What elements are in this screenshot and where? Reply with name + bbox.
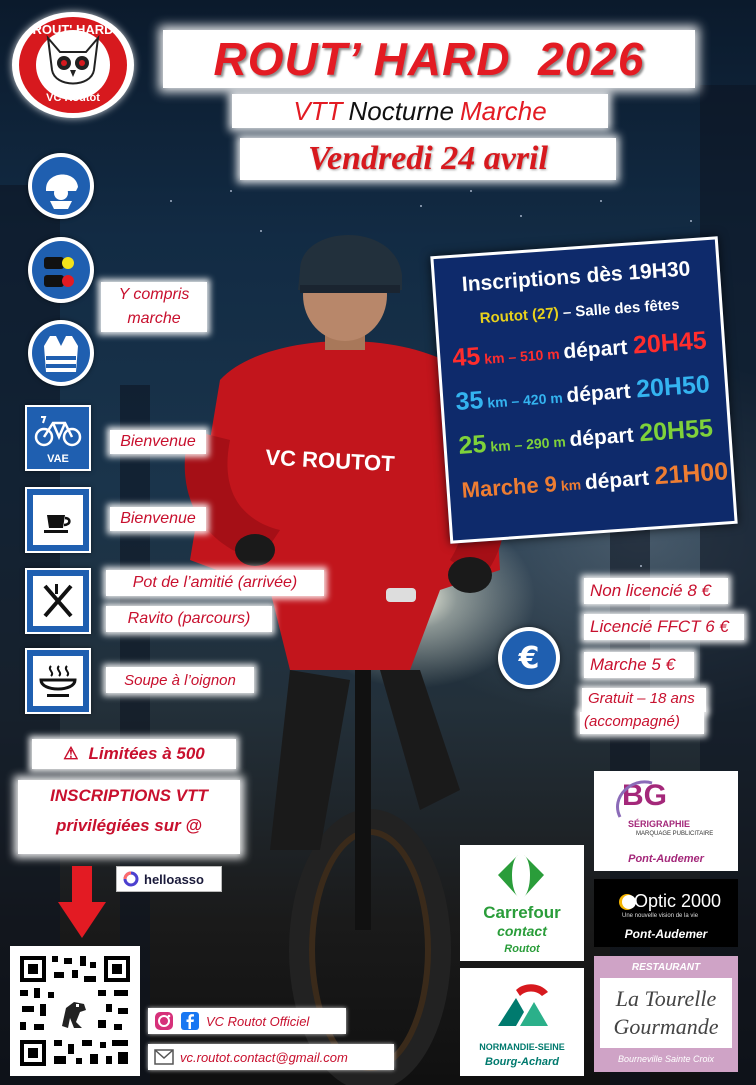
event-title-box — [163, 30, 695, 88]
tarif-non-licencie: Non licencié 8 € — [584, 578, 728, 604]
logo-bottom-text: VC Routot — [46, 92, 100, 104]
restaurant-label-1: Pot de l’amitié (arrivée) — [106, 570, 324, 596]
subtitle-marche: Marche — [459, 95, 547, 126]
ebike-icon — [25, 405, 91, 471]
sponsor-bg-serigraphie — [594, 771, 738, 871]
optic-tagline: Une nouvelle vision de la vie — [622, 913, 699, 919]
tarif-marche: Marche 5 € — [584, 652, 694, 678]
panel-title: Inscriptions dès 19H30 — [461, 257, 691, 297]
tourelle-city: Bourneville Sainte Croix — [617, 1054, 715, 1064]
optic-brand: Optic 2000 — [634, 891, 722, 911]
credit-agricole-logo-icon — [494, 978, 552, 1034]
event-date-box — [240, 138, 616, 180]
tarif-licencie: Licencié FFCT 6 € — [584, 614, 744, 640]
coffee-icon — [25, 487, 91, 553]
restaurant-label-2: Ravito (parcours) — [106, 606, 272, 632]
bg-mark: BG — [622, 779, 667, 812]
qr-code[interactable] — [10, 946, 140, 1076]
owl-icon — [36, 30, 110, 100]
facebook-icon — [180, 1011, 200, 1031]
facebook-link[interactable] — [148, 1008, 346, 1034]
bg-city: Pont-Audemer — [628, 853, 704, 865]
sponsor-carrefour — [460, 845, 584, 961]
carrefour-city: Routot — [504, 943, 540, 955]
registration-panel — [430, 236, 737, 543]
sponsor-la-tourelle — [594, 956, 738, 1072]
ca-city: Bourg-Achard — [485, 1056, 559, 1068]
inscriptions-line2: privilégiées sur @ — [55, 816, 203, 835]
event-date: Vendredi 24 avril — [308, 140, 548, 177]
event-title: ROUT’ HARD 2026 — [213, 33, 645, 85]
panel-town: Routot (27) — [479, 304, 560, 328]
vae-caption: VAE — [47, 453, 69, 465]
helmet-icon — [28, 153, 94, 219]
route-25: 25 km – 290 m départ 20H55 — [457, 414, 714, 460]
carrefour-logo-icon — [490, 853, 552, 899]
route-marche: Marche 9 km départ 21H00 — [460, 457, 730, 503]
subtitle-nocturne: Nocturne — [348, 95, 454, 126]
logo-top-text: ROUT' HARD — [32, 22, 114, 37]
carrefour-name: Carrefour — [483, 903, 561, 922]
sponsor-optic2000 — [594, 879, 738, 947]
tourelle-line2: Gourmande — [613, 1014, 719, 1039]
limit-text: Limitées à 500 — [88, 744, 205, 763]
instagram-icon — [154, 1011, 174, 1031]
down-arrow-icon — [58, 866, 106, 940]
safety-vest-icon — [28, 320, 94, 386]
ca-region: NORMANDIE-SEINE — [479, 1042, 565, 1052]
event-subtitle — [232, 94, 608, 128]
route-45: 45 km – 510 m départ 20H45 — [451, 326, 708, 373]
limit-box — [32, 739, 236, 769]
route-35: 35 km – 420 m départ 20H50 — [454, 370, 711, 416]
subtitle-vtt: VTT — [293, 95, 343, 126]
jersey-text: VC ROUTOT — [264, 444, 396, 477]
bg-line1: SÉRIGRAPHIE — [628, 819, 691, 829]
tarif-gratuit: Gratuit – 18 ans — [582, 688, 706, 712]
bg-line2: MARQUAGE PUBLICITAIRE — [636, 831, 714, 837]
tarif-accompagne: (accompagné) — [580, 712, 704, 734]
soup-icon — [25, 648, 91, 714]
coffee-label: Bienvenue — [110, 507, 206, 531]
email-label: vc.routot.contact@gmail.com — [180, 1049, 348, 1065]
optic-city: Pont-Audemer — [624, 927, 708, 941]
sponsor-credit-agricole — [460, 968, 584, 1076]
tourelle-kicker: RESTAURANT — [631, 962, 701, 973]
restaurant-icon — [25, 568, 91, 634]
equipment-note: Y compris marche — [101, 282, 207, 332]
helloasso-label: helloasso — [144, 871, 204, 887]
mail-icon — [154, 1049, 174, 1065]
inscriptions-box — [18, 780, 240, 854]
lights-icon — [28, 237, 94, 303]
helloasso-icon — [123, 871, 139, 887]
qr-code-image — [10, 946, 140, 1076]
vae-label: Bienvenue — [110, 430, 206, 454]
inscriptions-line1: INSCRIPTIONS VTT — [50, 786, 208, 805]
panel-place: – Salle des fêtes — [558, 296, 680, 322]
warning-icon: ⚠ — [63, 744, 79, 763]
tourelle-line1: La Tourelle — [615, 986, 717, 1011]
carrefour-sub: contact — [497, 923, 547, 939]
email-link[interactable] — [148, 1044, 394, 1070]
club-logo — [12, 12, 134, 118]
panel-location — [479, 293, 720, 327]
soup-label: Soupe à l’oignon — [106, 667, 254, 693]
helloasso-link[interactable] — [116, 866, 222, 892]
euro-icon: € — [498, 627, 560, 689]
facebook-label: VC Routot Officiel — [206, 1013, 310, 1029]
